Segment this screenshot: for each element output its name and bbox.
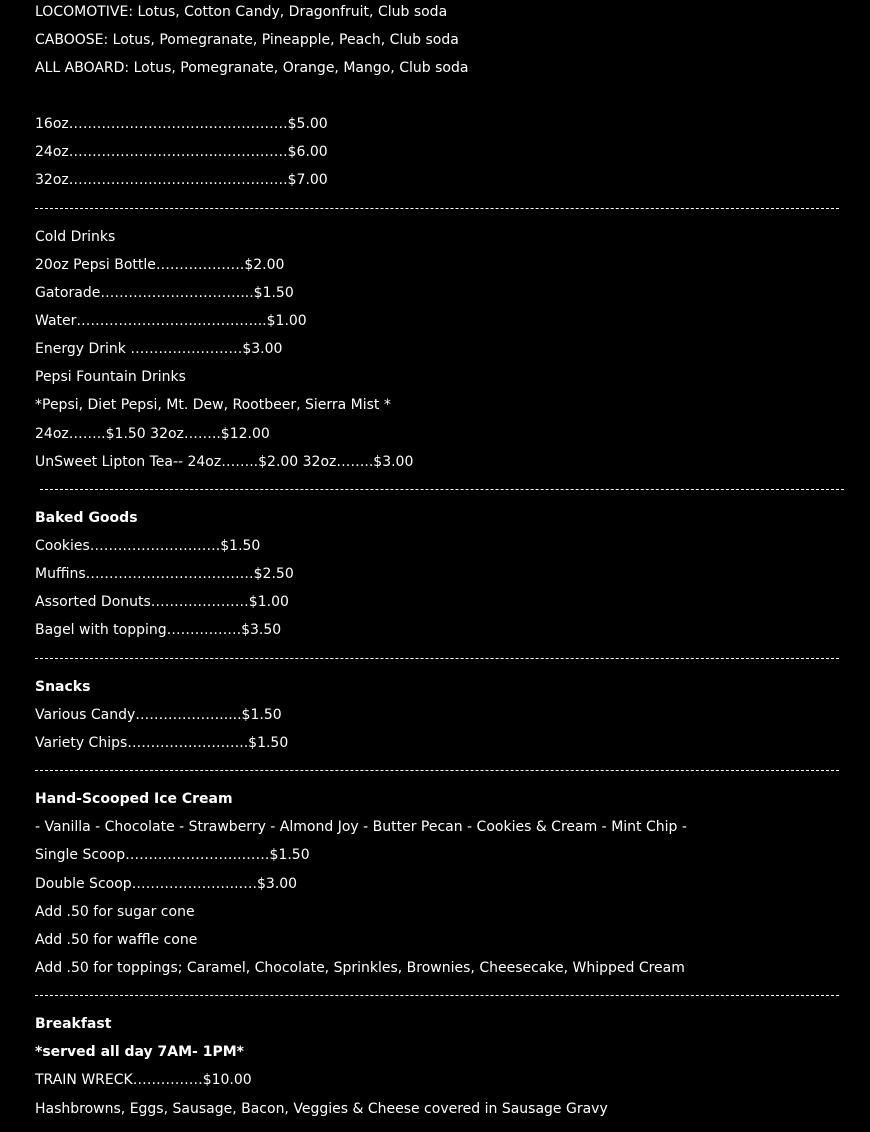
menu-line: Pepsi Fountain Drinks bbox=[35, 369, 186, 385]
menu-line: Add .50 for sugar cone bbox=[35, 904, 195, 920]
menu-line: Cold Drinks bbox=[35, 229, 116, 245]
section-heading: Breakfast bbox=[35, 1016, 112, 1032]
menu-line: 32oz………………………….…………….$7.00 bbox=[35, 172, 328, 188]
section-divider bbox=[35, 770, 839, 771]
section-divider bbox=[40, 489, 844, 490]
section-divider bbox=[35, 208, 839, 209]
menu-line: Cookies……………………….$1.50 bbox=[35, 538, 261, 554]
section-divider bbox=[35, 995, 839, 996]
menu-line: 24oz……..$1.50 32oz……..$12.00 bbox=[35, 426, 270, 442]
menu-line: *Pepsi, Diet Pepsi, Mt. Dew, Rootbeer, Sierra Mist * bbox=[35, 397, 391, 413]
menu-line: CABOOSE: Lotus, Pomegranate, Pineapple, Peach, Club soda bbox=[35, 32, 459, 48]
section-heading: Snacks bbox=[35, 679, 91, 695]
menu-line: 16oz………………………….…………….$5.00 bbox=[35, 116, 328, 132]
section-heading: *served all day 7AM- 1PM* bbox=[35, 1044, 244, 1060]
section-heading: Baked Goods bbox=[35, 510, 138, 526]
menu-line: Hashbrowns, Eggs, Sausage, Bacon, Veggies & Cheese covered in Sausage Gravy bbox=[35, 1101, 608, 1117]
menu-line: ALL ABOARD: Lotus, Pomegranate, Orange, Mango, Club soda bbox=[35, 60, 469, 76]
menu-line: Gatorade…………………………...$1.50 bbox=[35, 285, 294, 301]
menu-line: Double Scoop…………………..….$3.00 bbox=[35, 876, 298, 892]
menu-line: UnSweet Lipton Tea-- 24oz……..$2.00 32oz……..$3.00 bbox=[35, 454, 414, 470]
menu-line: 20oz Pepsi Bottle……………….$2.00 bbox=[35, 257, 285, 273]
menu-line: Assorted Donuts…………………$1.00 bbox=[35, 594, 289, 610]
menu-line: 24oz………………………….…………….$6.00 bbox=[35, 144, 328, 160]
menu-line: Single Scoop…………………….……$1.50 bbox=[35, 847, 310, 863]
menu-line: Water……………………..…………...$1.00 bbox=[35, 313, 307, 329]
menu-line: Bagel with topping…………….$3.50 bbox=[35, 622, 282, 638]
section-heading: Hand-Scooped Ice Cream bbox=[35, 791, 233, 807]
menu-line: Add .50 for toppings; Caramel, Chocolate, Sprinkles, Brownies, Cheesecake, Whipped Cream bbox=[35, 960, 685, 976]
menu-line: Muffins………………………………$2.50 bbox=[35, 566, 294, 582]
menu-line: Energy Drink ……………………$3.00 bbox=[35, 341, 283, 357]
section-divider bbox=[35, 658, 839, 659]
menu-line: Add .50 for waffle cone bbox=[35, 932, 198, 948]
menu-line: Various Candy……………….....$1.50 bbox=[35, 707, 282, 723]
menu-line: TRAIN WRECK……………$10.00 bbox=[35, 1072, 252, 1088]
menu-line: - Vanilla - Chocolate - Strawberry - Almond Joy - Butter Pecan - Cookies & Cream - Mint Chip - bbox=[35, 819, 687, 835]
menu-line: Variety Chips……………………..$1.50 bbox=[35, 735, 289, 751]
menu-line: LOCOMOTIVE: Lotus, Cotton Candy, Dragonfruit, Club soda bbox=[35, 4, 448, 20]
